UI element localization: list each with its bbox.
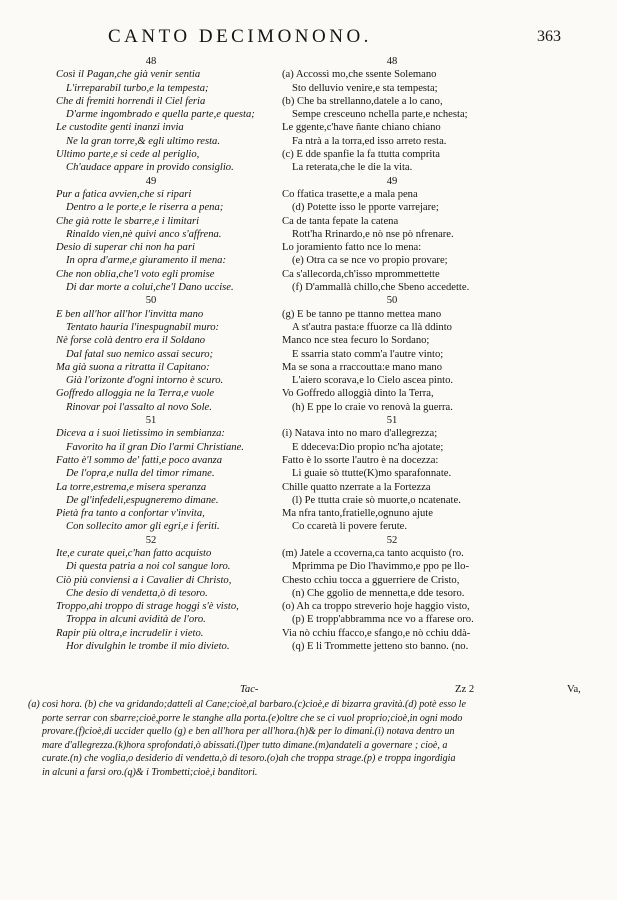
verse-line: Che desio di vendetta,ò di tesoro. — [66, 587, 208, 599]
verse-line: Ma se sona a rraccoutta:e mano mano — [282, 361, 443, 373]
verse-line: (d) Potette isso le pporte varrejare; — [292, 202, 439, 214]
verse-line: Che già rotte le sbarre,e i limitari — [56, 215, 200, 227]
page-number: 363 — [537, 28, 561, 45]
verse-line: E ssarria stato comm'a l'autre vinto; — [292, 348, 444, 360]
verse-line: E ben all'hor all'hor l'invitta mano — [56, 308, 204, 320]
verse-line: (p) E tropp'abbramma nce vo a ffarese oro. — [292, 614, 474, 626]
stanza-number: 52 — [386, 534, 398, 546]
verse-line: Pur a fatica avvien,che si ripari — [56, 188, 192, 200]
verse-line: Che di fremiti horrendi il Ciel feria — [56, 95, 206, 107]
verse-line: Ite,e curate quei,c'han fatto acquisto — [56, 547, 212, 559]
footnote-line: curate.(n) che voglia,o desiderio di vendetta,ò di tesoro.(o)ah che troppa strage.(p) e troppa ingordigia — [42, 753, 456, 765]
right-column-neapolitan — [282, 55, 614, 653]
stanza — [56, 175, 292, 295]
stanza — [56, 414, 292, 534]
stanza-number: 52 — [145, 534, 157, 546]
verse-line: (q) E li Trommette jetteno sto banno. (no. — [292, 641, 469, 653]
verse-line: Rinovar poi l'assalto al novo Sole. — [66, 401, 212, 413]
stanza-number: 51 — [386, 415, 398, 427]
verse-line: Fatto è'l sommo de' fatti,e poco avanza — [56, 454, 223, 466]
verse-line: E ddeceva:Dio propio nc'ha ajotate; — [292, 441, 444, 453]
verse-line: Co ffatica trasette,e a mala pena — [282, 188, 418, 200]
verse-line: (e) Otra ca se nce vo propio provare; — [292, 255, 448, 267]
verse-line: Vo Goffredo alloggià dinto la Terra, — [282, 388, 434, 400]
verse-line: Troppa in alcuni avidità de l'oro. — [66, 614, 206, 626]
verse-line: L'aiero scorava,e lo Cielo ascea pinto. — [292, 375, 454, 387]
verse-line: Via nò cchiu ffacco,e sfango,e nò cchiu ddà- — [282, 627, 471, 639]
verse-line: (i) Natava into no maro d'allegrezza; — [282, 428, 438, 440]
verse-line: Ne la gran torre,& egli ultimo resta. — [66, 135, 220, 147]
stanza — [282, 175, 614, 295]
stanza-number: 51 — [145, 415, 157, 427]
running-header — [0, 26, 617, 52]
stanza — [282, 414, 614, 534]
verse-line: La torre,estrema,e misera speranza — [56, 481, 207, 493]
verse-line: Desio di superar chi non ha pari — [56, 242, 195, 254]
verse-line: (l) Pe ttutta craie sò muorte,o ncatenate. — [292, 494, 461, 506]
stanza-number: 49 — [145, 175, 157, 187]
footnote-line: provare.(f)cioè,di uccider quello (g) e ben all'hora per all'hora.(h)& per lo dimani.(i) notava dentro un — [42, 726, 455, 738]
verse-line: Così il Pagan,che già venir sentia — [56, 69, 201, 81]
verse-line: In opra d'arme,e giuramento il mena: — [66, 255, 226, 267]
verse-line: Rinaldo vien,nè quivi anco s'affrena. — [66, 228, 222, 240]
footnote-line: in alcuni a farsi oro.(q)& i Trombetti;cioè,i banditori. — [42, 766, 258, 778]
verse-line: Di dar morte a colui,che'l Dano uccise. — [66, 282, 234, 294]
verse-line: Chesto cchiu tocca a gguerriere de Cristo, — [282, 574, 460, 586]
verse-line: (m) Jatele a ccoverna,ca tanto acquisto (ro. — [282, 547, 464, 559]
stanza — [56, 534, 292, 654]
stanza — [282, 534, 614, 654]
footnotes — [28, 698, 588, 780]
verse-line: Li guaie sò ttutte(K)mo sparafonnate. — [292, 468, 452, 480]
verse-line: Dentro a le porte,e le riserra a pena; — [66, 202, 224, 214]
signature-mark: Zz 2 — [455, 684, 475, 695]
verse-line: Rott'ha Rrinardo,e nò nse pò nfrenare. — [292, 228, 454, 240]
verse-line: Hor divulghin le trombe il mio divieto. — [66, 641, 230, 653]
verse-line: Lo joramiento fatto nce lo mena: — [282, 242, 422, 254]
verse-line: (c) E dde spanfie la fa ttutta comprita — [282, 149, 440, 161]
verse-line: De l'opra,e nulla del timor rimane. — [66, 468, 215, 480]
footnote-line: (a) così hora. (b) che va gridando;datteli al Cane;cioè,al barbaro.(c)cioè,e di bizarra gravità.(d) potè esso le — [28, 699, 466, 710]
verse-line: Troppo,ahi troppo di strage hoggi s'è visto, — [56, 601, 239, 613]
verse-line: Dal fatal suo nemico assai securo; — [66, 348, 214, 360]
verse-line: Ca s'allecorda,ch'isso mprommettette — [282, 268, 440, 280]
stanza — [282, 294, 614, 414]
page-title: CANTO DECIMONONO. — [108, 26, 372, 47]
verse-line: (f) D'ammallà chillo,che Sbeno accedette. — [292, 282, 470, 294]
verse-line: Diceva a i suoi lietissimo in sembianza: — [56, 428, 225, 440]
verse-line: Che non oblia,che'l voto egli promise — [56, 268, 215, 280]
right-catchword: Va, — [567, 684, 581, 695]
verse-line: Ma nfra tanto,fratielle,ognuno ajute — [282, 508, 433, 520]
verse-line: Sempe cresceuno nchella parte,e nchesta; — [292, 109, 468, 121]
verse-line: Di questa patria a noi col sangue loro. — [66, 561, 231, 573]
verse-line: (g) E be tanno pe ttanno mettea mano — [282, 308, 442, 320]
verse-line: Tentato hauria l'inespugnabil muro: — [66, 321, 220, 333]
left-catchword: Tac- — [240, 684, 259, 695]
verse-line: Chille quatto nzerrate a la Fortezza — [282, 481, 431, 493]
verse-line: La reterata,che le die la vita. — [292, 162, 413, 174]
stanza — [56, 55, 292, 175]
verse-line: D'arme ingombrado e quella parte,e questa; — [66, 109, 255, 121]
verse-line: Pietà fra tanto a confortar v'invita, — [56, 508, 205, 520]
verse-line: Manco nce stea fecuro lo Sordano; — [282, 335, 430, 347]
verse-line: Fa ntrà a la torra,ed isso arreto resta. — [292, 135, 447, 147]
verse-line: De gl'infedeli,espugneremo dimane. — [66, 494, 219, 506]
verse-line: (n) Che ggolio de mennetta,e dde tesoro. — [292, 587, 465, 599]
verse-line: Favorito ha il gran Dio l'armi Christiane. — [66, 441, 244, 453]
verse-line: Ciò più conviensi a i Cavalier di Christo, — [56, 574, 232, 586]
verse-line: Fatto è lo ssorte l'autro è na docezza: — [282, 454, 439, 466]
verse-line: (a) Accossì mo,che ssente Solemano — [282, 69, 437, 81]
footnote-line: mare d'allegrezza.(k)hora sprofondati,ò abissati.(l)per tutto dimane.(m)andateli a governare ; cioè, a — [42, 739, 448, 751]
verse-line: Nè forse colà dentro era il Soldano — [56, 335, 206, 347]
verse-line: Ch'audace appare in provido consiglio. — [66, 162, 234, 174]
verse-line: Ma già suona a ritratta il Capitano: — [56, 361, 210, 373]
verse-line: (h) E ppe lo craie vo renovà la guerra. — [292, 401, 453, 413]
verse-line: A st'autra pasta:e ffuorze ca llà ddinto — [292, 321, 452, 333]
stanza — [282, 55, 614, 175]
verse-line: Rapir più oltra,e incrudelir i vieto. — [56, 627, 204, 639]
stanza — [56, 294, 292, 414]
footnote-line: porte serrar con sbarre;cioè,porre le stanghe alla porta.(e)oltre che se ci vuol proprio;cioè,in ogni modo — [42, 712, 463, 724]
verse-line: Ca de tanta fepate la catena — [282, 215, 399, 227]
verse-line: (b) Che ba strellanno,datele a lo cano, — [282, 95, 443, 107]
verse-line: Co ccaretà li povere ferute. — [292, 521, 407, 533]
verse-line: Le custodite genti inanzi invia — [56, 122, 184, 134]
stanza-number: 50 — [145, 295, 157, 307]
verse-line: L'irreparabil turbo,e la tempesta; — [66, 82, 209, 94]
stanza-number: 48 — [145, 56, 157, 67]
verse-line: Con sollecito amor gli egri,e i feriti. — [66, 521, 220, 533]
stanza-number: 49 — [386, 175, 398, 187]
verse-line: Le ggente,c'have ñante chiano chiano — [282, 122, 441, 134]
stanza-number: 48 — [386, 56, 398, 67]
verse-line: Sto delluvio venire,e sta tempesta; — [292, 82, 438, 94]
left-column-italian — [56, 55, 292, 653]
verse-line: Già l'orizonte d'ogni intorno è scuro. — [66, 375, 224, 387]
verse-line: Ultimo parte,e si cede al periglio, — [56, 149, 200, 161]
verse-line: (o) Ah ca troppo streverio hoje haggio visto, — [282, 601, 470, 613]
stanza-number: 50 — [386, 295, 398, 307]
verse-line: Goffredo alloggia ne la Terra,e vuole — [56, 388, 215, 400]
verse-line: Mprimma pe Dio l'havimmo,e ppo pe llo- — [292, 561, 469, 573]
